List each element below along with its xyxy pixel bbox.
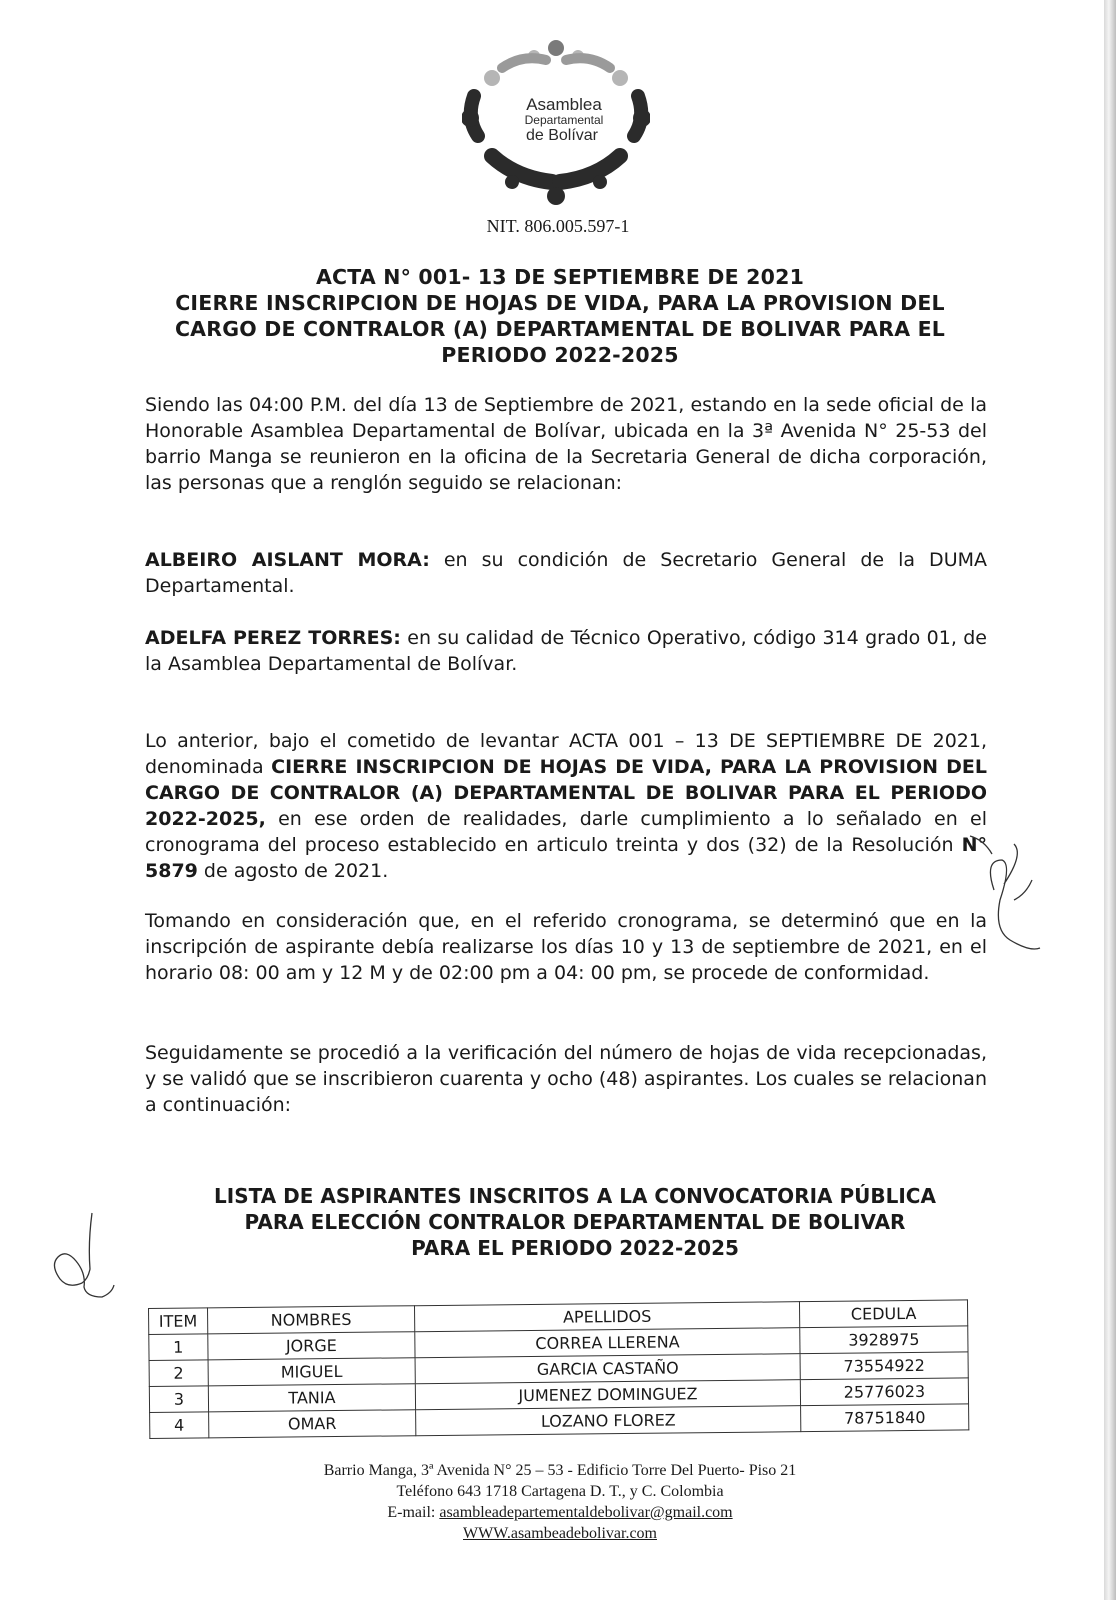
list-title (150, 1183, 1000, 1261)
cell-item: 4 (150, 1412, 209, 1439)
person1-paragraph (145, 547, 987, 599)
footer-address: Barrio Manga, 3ª Avenida N° 25 – 53 - Edificio Torre Del Puerto- Piso 21 (323, 1462, 797, 1479)
header-apellidos: APELLIDOS (415, 1302, 800, 1332)
context-part1: Lo anterior, bajo el cometido de levantar ACTA 001 – 13 DE SEPTIEMBRE DE 2021, denominada (145, 730, 987, 778)
cell-apellidos: LOZANO FLOREZ (416, 1406, 801, 1436)
aspirants-table (148, 1299, 969, 1439)
person2-name: ADELFA PEREZ TORRES: (145, 627, 401, 649)
cell-cedula: 25776023 (800, 1378, 968, 1406)
list-title-line1: LISTA DE ASPIRANTES INSCRITOS A LA CONVOCATORIA PÚBLICA (214, 1184, 936, 1208)
cell-apellidos: GARCIA CASTAÑO (415, 1354, 800, 1384)
title-line2: CIERRE INSCRIPCION DE HOJAS DE VIDA, PARA LA PROVISION DEL (175, 291, 945, 315)
person1-name: ALBEIRO AISLANT MORA: (145, 549, 430, 571)
footer-email-line (250, 1502, 870, 1523)
list-title-line2: PARA ELECCIÓN CONTRALOR DEPARTAMENTAL DE BOLIVAR (244, 1210, 906, 1234)
cell-cedula: 78751840 (801, 1404, 969, 1432)
cell-item: 2 (149, 1360, 208, 1387)
logo-line2: Departamental (524, 113, 604, 127)
title-line1: ACTA N° 001- 13 DE SEPTIEMBRE DE 2021 (315, 265, 805, 289)
person2-role: en su calidad de Técnico Operativo, código 314 grado 01, de la Asamblea Departamental de Bolívar. (145, 627, 987, 675)
signature-initials-left (30, 1205, 120, 1315)
schedule-paragraph: Tomando en consideración que, en el referido cronograma, se determinó que en la inscripción de aspirante debía realizarse los días 10 y 13 de septiembre de 2021, en el horario 08: 00 am y 12 M y de 02:00 pm a 04: 00 pm, se procede de conformidad. (145, 910, 987, 984)
header-cedula: CEDULA (800, 1300, 968, 1328)
cell-apellidos: JUMENEZ DOMINGUEZ (415, 1380, 800, 1410)
footer-phone: Teléfono 643 1718 Cartagena D. T., y C. Colombia (396, 1483, 724, 1500)
footer-email-link[interactable]: asambleadepartementaldebolivar@gmail.com (439, 1504, 733, 1521)
resolution-number: N° 5879 (145, 834, 987, 882)
person1-role: en su condición de Secretario General de la DUMA Departamental. (145, 549, 987, 597)
context-part2: en ese orden de realidades, darle cumplimiento a lo señalado en el cronograma del proceso establecido en articulo treinta y dos (32) de la Resolución (145, 808, 987, 856)
footer-web-link[interactable]: WWW.asambeadebolivar.com (463, 1525, 657, 1542)
cell-cedula: 3928975 (800, 1326, 968, 1354)
title-line3: CARGO DE CONTRALOR (A) DEPARTAMENTAL DE BOLIVAR PARA EL (174, 317, 946, 341)
context-bold1: CIERRE INSCRIPCION DE HOJAS DE VIDA, PARA LA PROVISION DEL CARGO DE CONTRALOR (A) DEPARTAMENTAL DE BOLIVAR PARA EL PERIODO 2022-2025, (145, 756, 987, 830)
cell-nombres: TANIA (208, 1384, 416, 1412)
logo-line1: Asamblea (526, 95, 602, 114)
cell-nombres: OMAR (208, 1410, 416, 1438)
list-title-line3: PARA EL PERIODO 2022-2025 (411, 1236, 739, 1260)
cell-cedula: 73554922 (800, 1352, 968, 1380)
assembly-seal-icon (462, 38, 650, 206)
header-nombres: NOMBRES (207, 1306, 415, 1334)
verification-paragraph: Seguidamente se procedió a la verificación del número de hojas de vida recepcionadas, y se validó que se inscribieron cuarenta y ocho (48) aspirantes. Los cuales se relacionan a continuación: (145, 1042, 987, 1116)
context-paragraph (145, 728, 987, 884)
logo-line3: de Bolívar (525, 127, 599, 144)
cell-item: 3 (149, 1386, 208, 1413)
footer-email-label: E-mail: (387, 1504, 440, 1521)
document-title (120, 264, 1000, 368)
context-part3: de agosto de 2021. (197, 860, 389, 882)
page-edge (1104, 0, 1116, 1600)
intro-paragraph: Siendo las 04:00 P.M. del día 13 de Septiembre de 2021, estando en la sede oficial de la Honorable Asamblea Departamental de Bolívar, ubicada en la 3ª Avenida N° 25-53 del barrio Manga se reunieron en la oficina de la Secretaria General de dicha corporación, las personas que a renglón seguido se relacionan: (145, 394, 987, 494)
cell-item: 1 (149, 1334, 208, 1361)
header-item: ITEM (149, 1308, 208, 1335)
footer (250, 1460, 870, 1544)
title-line4: PERIODO 2022-2025 (441, 343, 679, 367)
person2-paragraph (145, 625, 987, 677)
footer-web-line (250, 1523, 870, 1544)
cell-nombres: MIGUEL (208, 1358, 416, 1386)
cell-nombres: JORGE (208, 1332, 416, 1360)
nit-number: NIT. 806.005.597-1 (486, 216, 630, 236)
signature-initials-right (960, 830, 1060, 960)
cell-apellidos: CORREA LLERENA (415, 1328, 800, 1358)
